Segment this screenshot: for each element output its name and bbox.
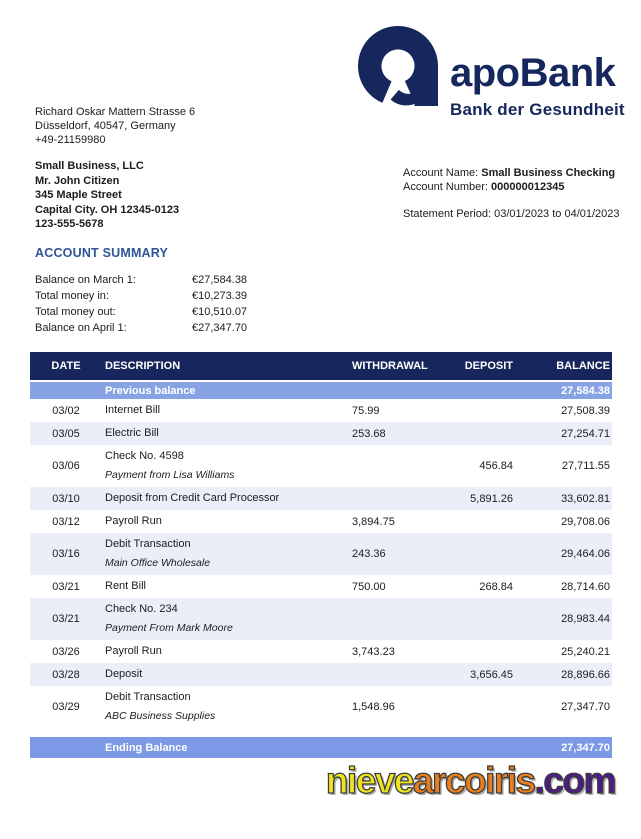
transaction-row — [30, 686, 612, 728]
brand-tagline: Bank der Gesundheit — [450, 100, 625, 119]
watermark-nievearcoiris — [326, 760, 615, 802]
cell-deposit: 456.84 — [479, 460, 513, 472]
cell-description — [102, 487, 345, 510]
cell-description — [102, 533, 345, 575]
cell-date: 03/12 — [52, 515, 80, 528]
summary-row — [35, 272, 247, 288]
apobank-logo — [358, 25, 625, 120]
transaction-description: Check No. 234 — [105, 603, 178, 615]
cell-description — [102, 575, 345, 598]
table-body — [30, 399, 612, 728]
previous-balance-amount: 27,584.38 — [561, 384, 610, 397]
transaction-description: Debit Transaction — [105, 538, 191, 550]
cell-date: 03/06 — [52, 460, 80, 472]
cell-balance: 25,240.21 — [561, 645, 610, 658]
cell-balance: 27,347.70 — [561, 701, 610, 713]
cell-date: 03/29 — [52, 701, 80, 713]
cell-balance: 28,896.66 — [561, 668, 610, 681]
transaction-row — [30, 510, 612, 533]
cell-description — [102, 510, 345, 533]
cell-withdrawal: 3,743.23 — [352, 645, 395, 658]
cell-withdrawal: 243.36 — [352, 548, 386, 560]
transaction-row — [30, 533, 612, 575]
cell-date: 03/05 — [52, 427, 80, 440]
cell-withdrawal: 1,548.96 — [352, 701, 395, 713]
cell-date: 03/16 — [52, 548, 80, 560]
transaction-row — [30, 640, 612, 663]
header-balance: BALANCE — [556, 360, 610, 372]
account-number-row — [403, 180, 620, 194]
summary-label: Total money out: — [35, 306, 116, 318]
cell-balance: 28,714.60 — [561, 580, 610, 593]
transaction-row — [30, 399, 612, 422]
statement-period-value: 03/01/2023 to 04/01/2023 — [494, 208, 620, 220]
cell-withdrawal: 75.99 — [352, 404, 380, 417]
transaction-description: Debit Transaction — [105, 691, 191, 703]
header-withdrawal: WITHDRAWAL — [352, 360, 428, 372]
brand-name: apoBank — [450, 51, 616, 95]
transaction-description: Check No. 4598 — [105, 450, 184, 462]
cell-date: 03/10 — [52, 492, 80, 505]
transaction-row — [30, 422, 612, 445]
apobank-logo-icon — [358, 25, 438, 107]
previous-balance-label: Previous balance — [105, 384, 196, 397]
cell-withdrawal: 253.68 — [352, 427, 386, 440]
account-summary-title: ACCOUNT SUMMARY — [35, 246, 169, 260]
cell-date: 03/02 — [52, 404, 80, 417]
cell-description — [102, 598, 345, 640]
summary-value: €10,273.39 — [192, 290, 248, 302]
ending-balance-row — [30, 737, 612, 758]
sender-phone: +49-21159980 — [35, 134, 106, 146]
sender-address-line: Düsseldorf, 40547, Germany — [35, 120, 176, 132]
transaction-note: Payment from Lisa Williams — [105, 469, 235, 481]
summary-row — [35, 304, 247, 320]
recipient-address — [35, 159, 179, 232]
recipient-city: Capital City. OH 12345-0123 — [35, 203, 180, 216]
statement-period-label: Statement Period: — [403, 208, 492, 220]
cell-balance: 27,254.71 — [561, 427, 610, 440]
cell-balance: 27,711.55 — [561, 460, 610, 472]
summary-label: Balance on March 1: — [35, 274, 136, 286]
cell-balance: 29,464.06 — [561, 548, 610, 560]
transaction-description: Deposit — [105, 668, 143, 680]
cell-balance: 27,508.39 — [561, 404, 610, 417]
watermark-part: .com — [534, 760, 615, 801]
summary-value: €10,510.07 — [192, 306, 248, 318]
cell-description — [102, 686, 345, 728]
recipient-name: Mr. John Citizen — [35, 174, 120, 187]
account-summary — [35, 246, 247, 336]
cell-description — [102, 445, 345, 487]
transaction-description: Payroll Run — [105, 645, 162, 657]
cell-deposit: 5,891.26 — [470, 492, 513, 505]
header-deposit: DEPOSIT — [464, 360, 513, 372]
summary-value: €27,347.70 — [192, 322, 248, 334]
account-name-value: Small Business Checking — [481, 167, 616, 179]
transaction-note: Payment From Mark Moore — [105, 622, 233, 634]
account-name-row — [403, 166, 620, 180]
recipient-street: 345 Maple Street — [35, 189, 122, 201]
cell-description — [102, 663, 345, 686]
account-name-label: Account Name: — [403, 167, 479, 179]
sender-address-line: Richard Oskar Mattern Strasse 6 — [35, 106, 196, 118]
cell-deposit: 268.84 — [479, 580, 513, 593]
transaction-note: Main Office Wholesale — [105, 557, 211, 569]
transaction-description: Rent Bill — [105, 580, 146, 592]
previous-balance-row — [30, 380, 612, 399]
transaction-row — [30, 487, 612, 510]
cell-date: 03/26 — [52, 645, 80, 658]
cell-balance: 33,602.81 — [561, 492, 610, 505]
transaction-row — [30, 598, 612, 640]
cell-deposit: 3,656.45 — [470, 668, 513, 681]
cell-description — [102, 422, 345, 445]
transaction-row — [30, 663, 612, 686]
cell-balance: 29,708.06 — [561, 515, 610, 528]
cell-description — [102, 640, 345, 663]
sender-address — [35, 105, 195, 147]
cell-description — [102, 399, 345, 422]
summary-row — [35, 320, 247, 336]
account-info — [403, 166, 620, 221]
summary-label: Total money in: — [35, 290, 109, 302]
cell-date: 03/28 — [52, 668, 80, 681]
ending-balance-label: Ending Balance — [105, 741, 188, 754]
header-description: DESCRIPTION — [105, 360, 181, 372]
summary-label: Balance on April 1: — [35, 322, 127, 334]
statement-period-row — [403, 207, 620, 221]
transaction-row — [30, 445, 612, 487]
header-date: DATE — [51, 360, 81, 372]
account-number-label: Account Number: — [403, 181, 488, 193]
account-summary-rows — [35, 272, 247, 336]
watermark-part: arcoiris — [412, 760, 535, 801]
cell-balance: 28,983.44 — [561, 613, 610, 625]
ending-balance-amount: 27,347.70 — [561, 741, 610, 754]
account-number-value: 000000012345 — [491, 181, 565, 193]
table-header-row — [30, 352, 612, 380]
recipient-phone: 123-555-5678 — [35, 218, 104, 230]
summary-value: €27,584.38 — [192, 274, 248, 286]
cell-date: 03/21 — [52, 613, 80, 625]
summary-row — [35, 288, 247, 304]
transaction-row — [30, 575, 612, 598]
brand-text — [450, 53, 625, 120]
transaction-description: Internet Bill — [105, 404, 161, 416]
cell-withdrawal: 3,894.75 — [352, 515, 395, 528]
transaction-note: ABC Business Supplies — [105, 710, 216, 722]
recipient-company: Small Business, LLC — [35, 160, 144, 172]
cell-date: 03/21 — [52, 580, 80, 593]
transactions-table — [30, 352, 612, 758]
cell-withdrawal: 750.00 — [352, 580, 386, 593]
transaction-description: Electric Bill — [105, 427, 159, 439]
transaction-description: Payroll Run — [105, 515, 162, 527]
watermark-part: nieve — [325, 760, 413, 801]
transaction-description: Deposit from Credit Card Processor — [105, 492, 280, 504]
